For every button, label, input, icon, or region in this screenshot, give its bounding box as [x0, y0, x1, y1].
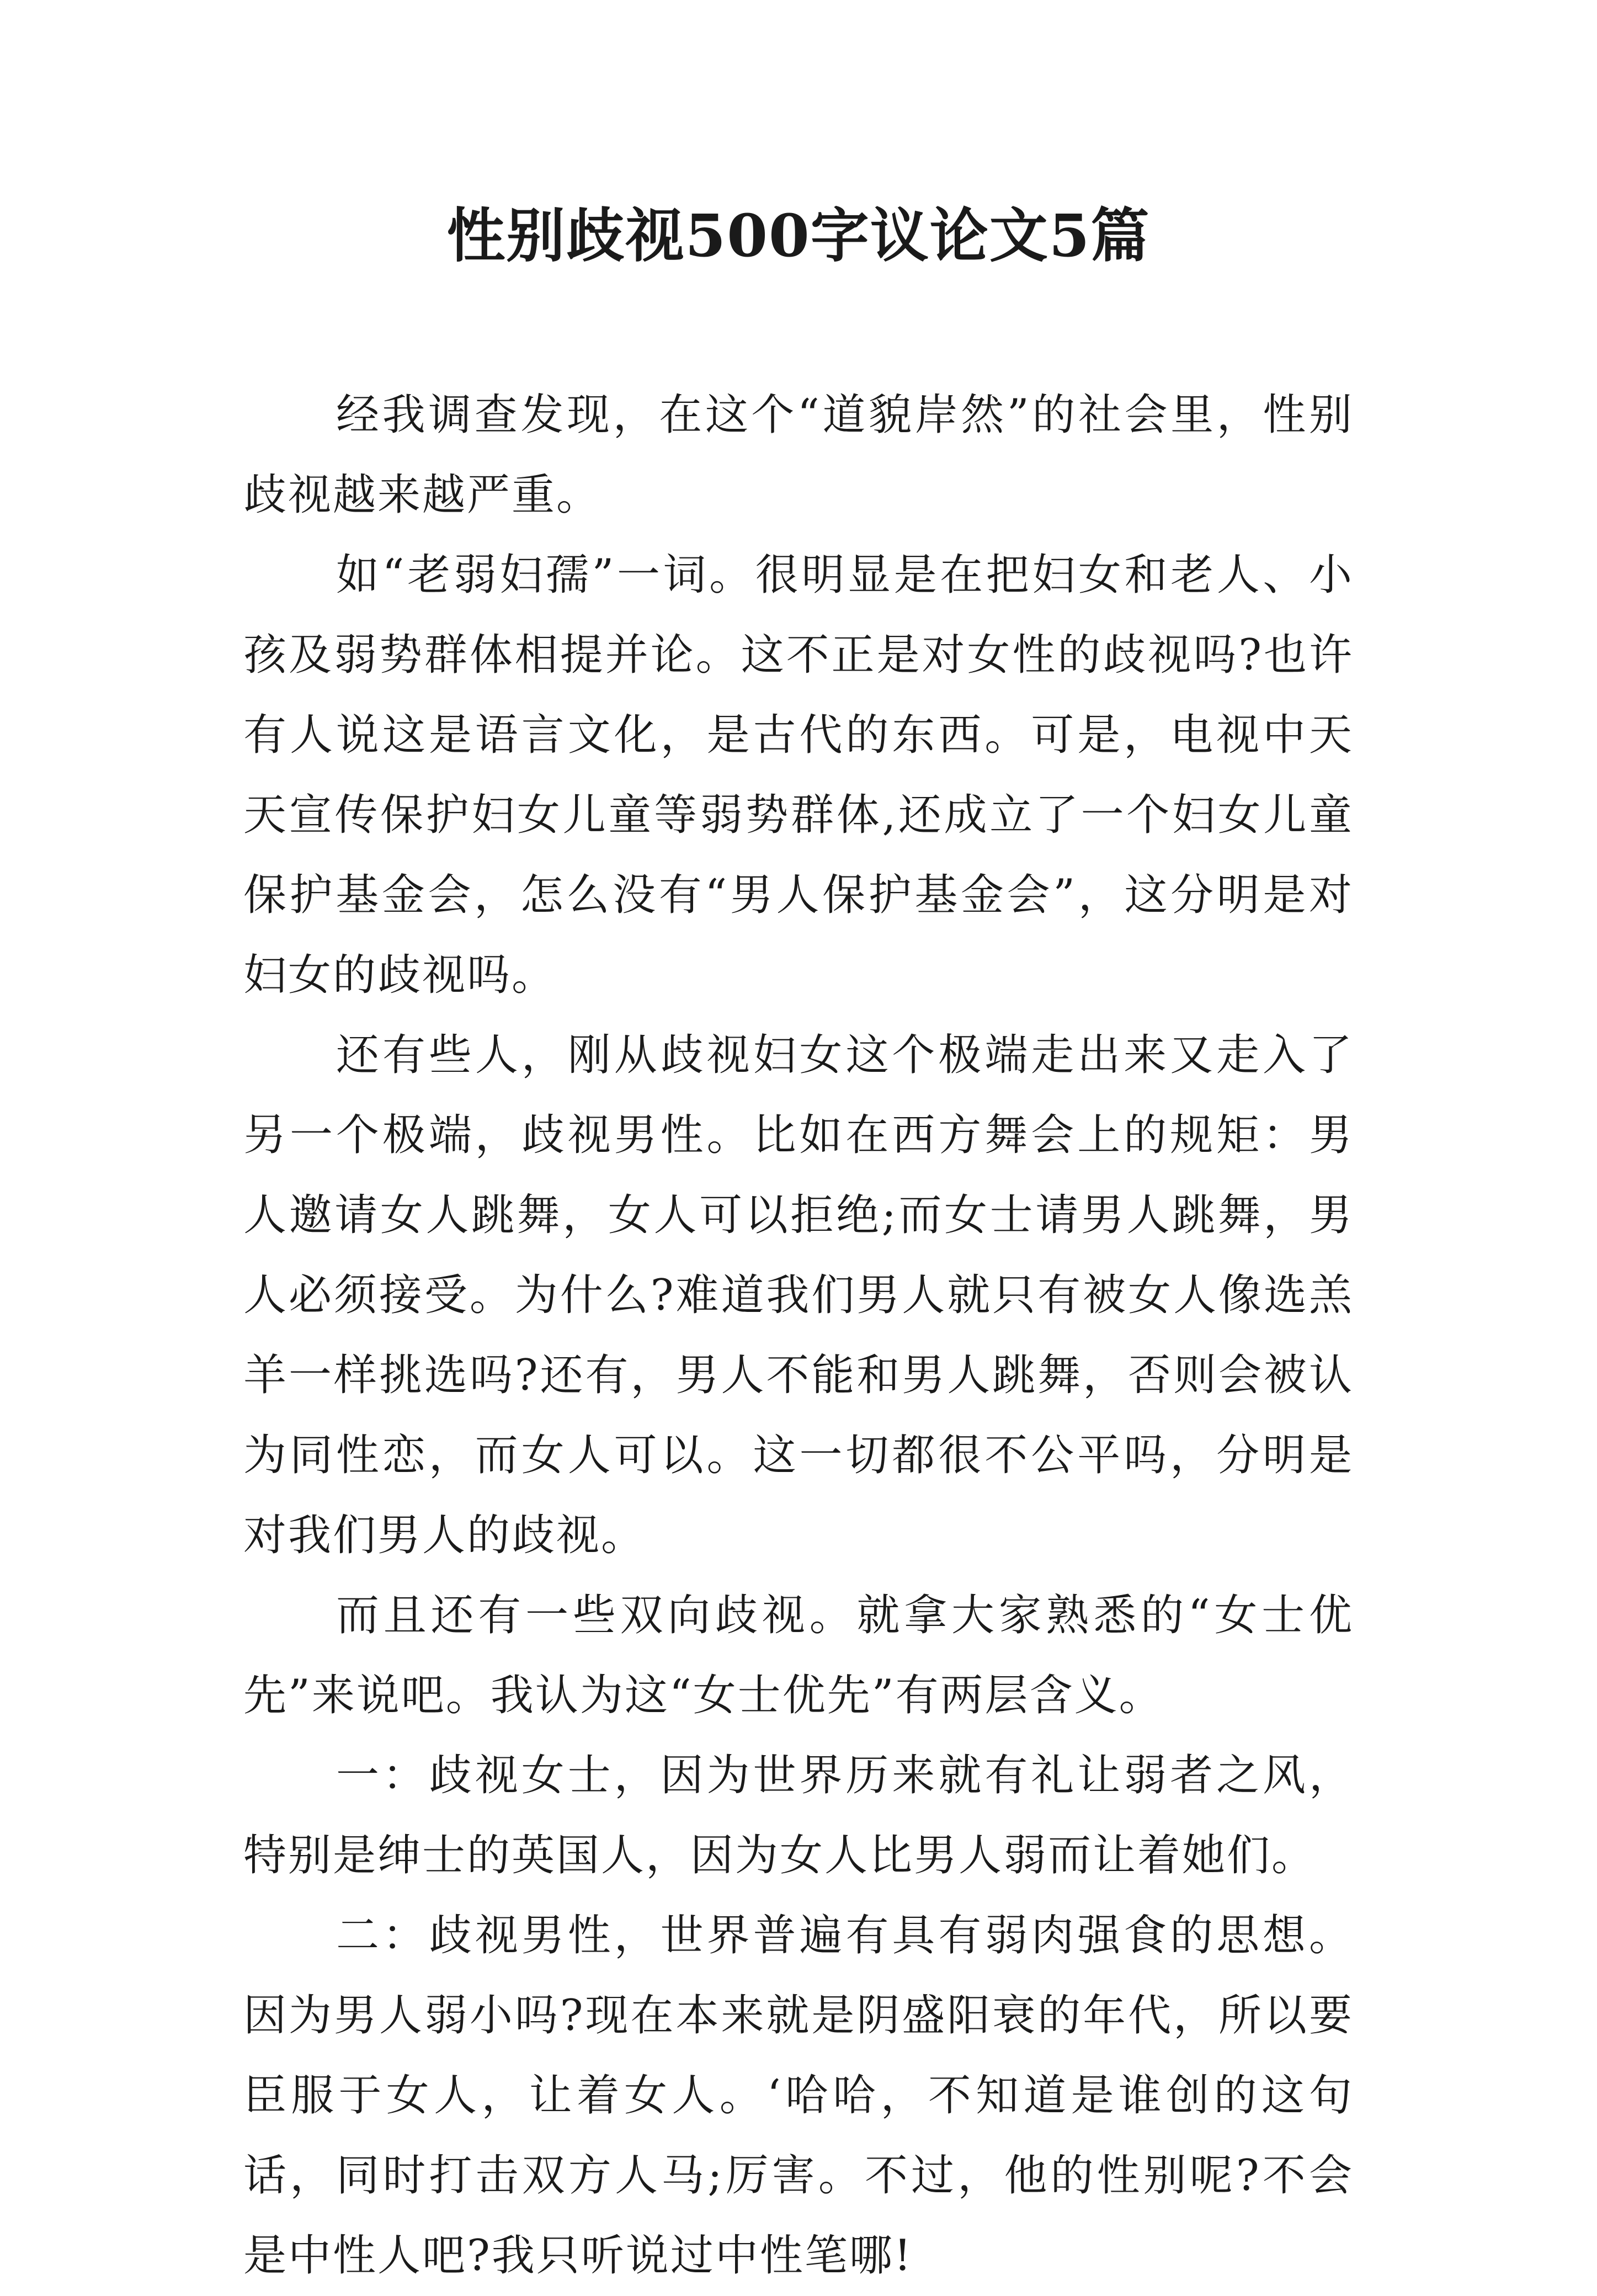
- paragraph-5: 一：歧视女士，因为世界历来就有礼让弱者之风，特别是绅士的英国人，因为女人比男人弱而让着她们。: [243, 1751, 1354, 1880]
- paragraph-3: 还有些人，刚从歧视妇女这个极端走出来又走入了另一个极端，歧视男性。比如在西方舞会上的规矩：男人邀请女人跳舞，女人可以拒绝;而女士请男人跳舞，男人必须接受。为什么?难道我们男人就只有被女人像选羔羊一样挑选吗?还有，男人不能和男人跳舞，否则会被认为同性恋，而女人可以。这一切都很不公平吗，分明是对我们男人的歧视。: [243, 1030, 1354, 1560]
- paragraph-2: 如“老弱妇孺”一词。很明显是在把妇女和老人、小孩及弱势群体相提并论。这不正是对女性的歧视吗?也许有人说这是语言文化，是古代的东西。可是，电视中天天宣传保护妇女儿童等弱势群体,还成立了一个妇女儿童保护基金会，怎么没有“男人保护基金会”，这分明是对妇女的歧视吗。: [243, 550, 1354, 1000]
- paragraph-1: 经我调查发现，在这个“道貌岸然”的社会里，性别歧视越来越严重。: [243, 390, 1354, 520]
- document-title: 性别歧视500字议论文5篇: [446, 201, 1151, 270]
- paragraph-6: 二：歧视男性，世界普遍有具有弱肉强食的思想。因为男人弱小吗?现在本来就是阴盛阳衰的年代，所以要臣服于女人，让着女人。‘哈哈，不知道是谁创的这句话，同时打击双方人马;厉害。不过，他的性别呢?不会是中性人吧?我只听说过中性笔哪!: [243, 1911, 1354, 2281]
- paragraph-4: 而且还有一些双向歧视。就拿大家熟悉的“女士优先”来说吧。我认为这“女士优先”有两层含义。: [243, 1591, 1354, 1720]
- document-body: [243, 375, 1354, 2296]
